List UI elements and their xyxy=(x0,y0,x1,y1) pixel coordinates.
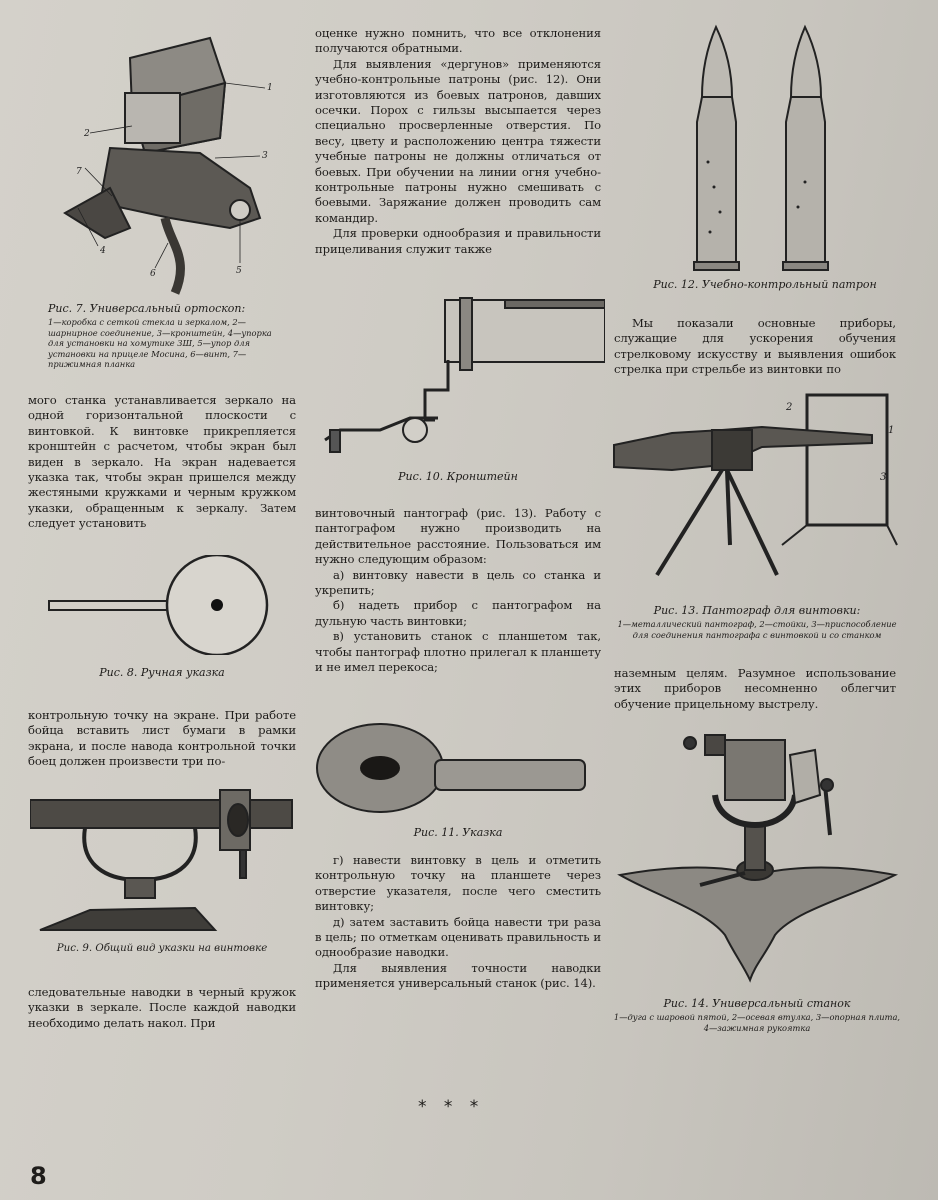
figure-bracket xyxy=(320,290,605,460)
fig13-caption: Рис. 13. Пантограф для винтовки: xyxy=(653,604,861,617)
universal-stand-illustration xyxy=(615,725,900,990)
fig8-caption: Рис. 8. Ручная указка xyxy=(99,666,225,679)
figure-pointer-on-rifle xyxy=(30,780,295,940)
fig13-label-3: 3 xyxy=(880,472,887,483)
figure-orthoscope xyxy=(50,28,280,298)
fig13-label-1: 1 xyxy=(888,425,895,436)
fig11-caption: Рис. 11. Указка xyxy=(413,826,503,839)
figure-pointer xyxy=(315,720,590,820)
fig14-legend: 1—дуга с шаровой пятой, 2—осевая втулка, 3—опорная плита, 4—зажимная рукоятка xyxy=(613,1012,901,1033)
col2-list-a: а) винтовку навести в цель со станка и укрепить; xyxy=(315,567,601,598)
fig7-label-4: 4 xyxy=(100,246,106,256)
fig7-label-6: 6 xyxy=(150,269,156,279)
hand-pointer-illustration xyxy=(45,555,275,655)
col3-paragraph-2: наземным целям. Разумное использование этих приборов несомненно облегчит обучение прицельному выстрелу. xyxy=(614,666,896,711)
fig13-legend: 1—металлический пантограф, 2—стойки, 3—приспособление для соединения пантографа с винтовкой и со станком xyxy=(617,619,897,640)
pointer-illustration xyxy=(315,720,590,820)
col2-paragraph-2: Для проверки однообразия и правильности прицеливания служит также xyxy=(315,226,601,256)
page-number: 8 xyxy=(30,1162,47,1190)
training-cartridge-illustration xyxy=(680,22,850,277)
fig9-caption: Рис. 9. Общий вид указки на винтовке xyxy=(56,943,268,954)
col2-paragraph-9: Для выявления точности наводки применяется универсальный станок (рис. 14). xyxy=(315,960,601,991)
fig7-label-3: 3 xyxy=(262,151,268,161)
fig13-label-2: 2 xyxy=(786,402,793,413)
fig7-legend: 1—коробка с сеткой стекла и зеркалом, 2—шарнирное соединение, 3—кронштейн, 4—упорка для установки на хомутике 3Ш, 5—упор для установки на прицеле Мосина, 6—винт, 7—прижимная планка xyxy=(48,317,272,369)
col2-paragraph-3: винтовочный пантограф (рис. 13). Работу с пантографом нужно производить на действительное расстояние. Пользоваться им нужно следующим образом: xyxy=(315,506,601,567)
col2-paragraph-0: оценке нужно помнить, что все отклонения получаются обратными. xyxy=(315,26,601,56)
figure-hand-pointer xyxy=(45,555,275,655)
fig14-caption: Рис. 14. Универсальный станок xyxy=(663,997,851,1010)
fig7-label-1: 1 xyxy=(267,83,273,93)
col2-list-g: г) навести винтовку в цель и отметить контрольную точку на планшете через отверстие указателя, после чего сместить винтовку; xyxy=(315,853,601,914)
pantograph-illustration xyxy=(612,385,902,595)
col1-paragraph-1: мого станка устанавливается зеркало на одной горизонтальной плоскости с винтовкой. К винтовке прикрепляется кронштейн с расчетом, чтобы экран был виден в зеркало. На экран надевается указка так, чтобы экран пришелся между жестяными кружками и черным кружком указки, обращенным к зеркалу. Затем следует установить xyxy=(28,393,296,531)
col1-paragraph-2: контрольную точку на экране. При работе бойца вставить лист бумаги в рамки экрана, и после навода контрольной точки боец должен произвести три по- xyxy=(28,708,296,769)
col2-list-b: б) надеть прибор с пантографом на дульную часть винтовки; xyxy=(315,598,601,628)
figure-pantograph xyxy=(612,385,902,595)
orthoscope-illustration xyxy=(50,28,280,298)
figure-universal-stand xyxy=(615,725,900,990)
fig7-caption: Рис. 7. Универсальный ортоскоп: xyxy=(48,302,246,315)
col2-list-v: в) установить станок с планшетом так, чтобы пантограф плотно прилегал к планшету и не имел перекоса; xyxy=(315,629,601,675)
col1-paragraph-3: следовательные наводки в черный кружок указки в зеркале. После каждой наводки необходимо делать накол. При xyxy=(28,985,296,1030)
fig7-label-5: 5 xyxy=(236,266,242,276)
section-separator-stars: * * * xyxy=(418,1097,485,1117)
fig7-label-7: 7 xyxy=(76,167,82,177)
figure-training-cartridge xyxy=(680,22,850,277)
col2-list-d: д) затем заставить бойца навести три раза в цель; по отметкам оценивать правильность и однообразие наводки. xyxy=(315,914,601,960)
bracket-illustration xyxy=(320,290,605,460)
fig7-label-2: 2 xyxy=(84,129,90,139)
col2-paragraph-1: Для выявления «дергунов» применяются учебно-контрольные патроны (рис. 12). Они изготовляются из боевых патронов, давших осечки. Порох с гильзы высыпается через специально просверленные отверстия. По весу, цвету и расположению центра тяжести учебные патроны не должны отличаться от боевых. При обучении на линии огня учебно-контрольные патроны нужно смешивать с боевыми. Заряжание должен проводить сам командир. xyxy=(315,56,601,225)
pointer-on-rifle-illustration xyxy=(30,780,295,940)
fig10-caption: Рис. 10. Кронштейн xyxy=(398,470,518,483)
fig12-caption: Рис. 12. Учебно-контрольный патрон xyxy=(653,278,877,291)
col3-paragraph-1: Мы показали основные приборы, служащие для ускорения обучения стрелковому искусству и выявления ошибок стрелка при стрельбе из винтовки по xyxy=(614,316,896,377)
